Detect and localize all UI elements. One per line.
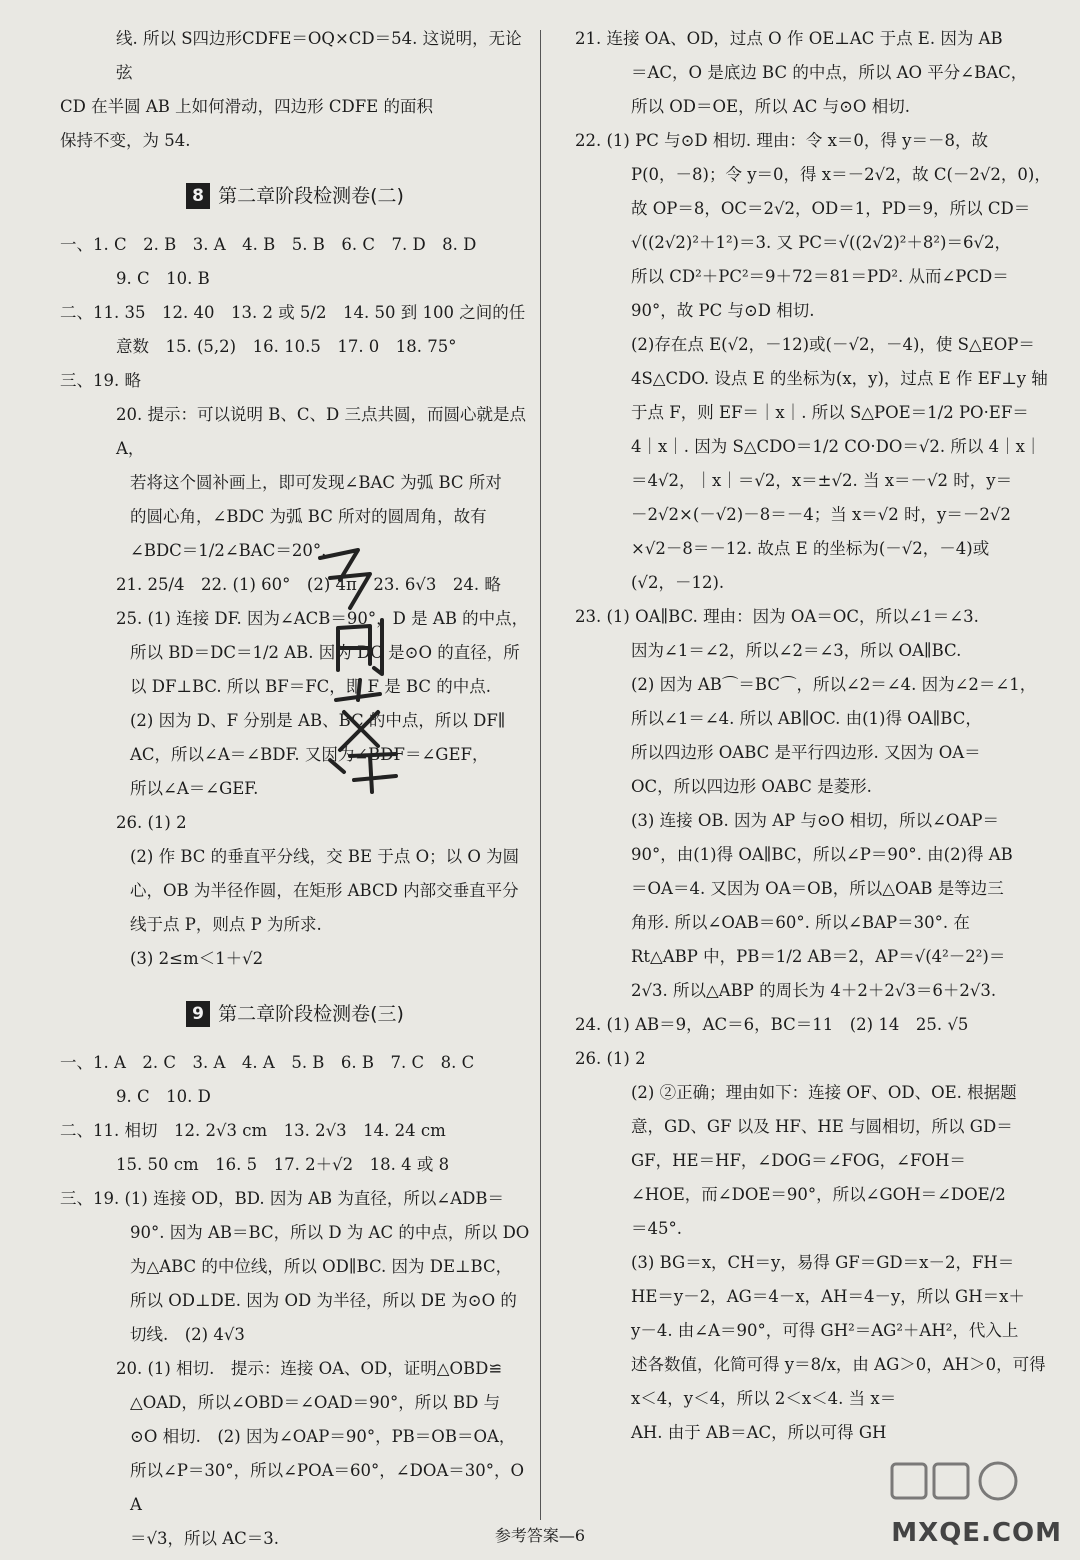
answer-line: ∠BDC＝1/2∠BAC＝20°.: [130, 541, 327, 560]
answer-line: AC，所以∠A＝∠BDF. 又因为∠BDF＝∠GEF，: [130, 745, 489, 764]
answer-line: OC，所以四边形 OABC 是菱形.: [631, 777, 872, 796]
answer-line: (3) 2≤m＜1＋√2: [130, 949, 264, 968]
answer-line: ＝√3，所以 AC＝3.: [130, 1529, 280, 1548]
handwriting-scribble: [300, 540, 420, 800]
answer-line: 线于点 P，则点 P 为所求.: [130, 915, 322, 934]
answer-line: 所以 CD²＋PC²＝9＋72＝81＝PD². 从而∠PCD＝: [631, 267, 1009, 286]
answer-line: y－4. 由∠A＝90°，可得 GH²＝AG²＋AH²，代入上: [631, 1321, 1019, 1340]
answer-line: －2√2×(－√2)－8＝－4；当 x＝√2 时，y＝－2√2: [631, 505, 1011, 524]
section-title: 第二章阶段检测卷(三): [218, 1003, 404, 1025]
answer-line: 二、11. 相切 12. 2√3 cm 13. 2√3 14. 24 cm: [60, 1121, 446, 1140]
answer-line: (√2，－12).: [631, 573, 725, 592]
answer-line: 若将这个圆补画上，即可发现∠BAC 为弧 BC 所对: [130, 473, 502, 492]
answer-line: 三、19. (1) 连接 OD，BD. 因为 AB 为直径，所以∠ADB＝: [60, 1189, 504, 1208]
answer-line: (2) 因为 D、F 分别是 AB、BC 的中点，所以 DF∥: [130, 711, 506, 730]
answer-line: ＝45°.: [631, 1219, 682, 1238]
answer-line: 所以∠1＝∠4. 所以 AB∥OC. 由(1)得 OA∥BC，: [631, 709, 982, 728]
answer-line: (3) 连接 OB. 因为 AP 与⊙O 相切，所以∠OAP＝: [631, 811, 999, 830]
answer-line: 于点 F，则 EF＝｜x｜. 所以 S△POE＝1/2 PO·EF＝: [631, 403, 1029, 422]
page-footer: 参考答案—6: [494, 1526, 586, 1545]
answer-line: 一、1. A 2. C 3. A 4. A 5. B 6. B 7. C 8. C: [60, 1053, 475, 1072]
answer-line: (2) 作 BC 的垂直平分线，交 BE 于点 O；以 O 为圆: [130, 847, 520, 866]
answer-line: x＜4，y＜4，所以 2＜x＜4. 当 x＝: [631, 1389, 897, 1408]
answer-line: 意数 15. (5,2) 16. 10.5 17. 0 18. 75°: [116, 337, 457, 356]
text-line: CD 在半圆 AB 上如何滑动，四边形 CDFE 的面积: [60, 97, 433, 116]
answer-line: ⊙O 相切. (2) 因为∠OAP＝90°，PB＝OB＝OA，: [130, 1427, 516, 1446]
answer-line: 意，GD、GF 以及 HF、HE 与圆相切，所以 GD＝: [631, 1117, 1013, 1136]
answer-line: 所以 OD＝OE，所以 AC 与⊙O 相切.: [631, 97, 910, 116]
section-heading-8: [60, 178, 530, 214]
answer-line: 21. 25/4 22. (1) 60° (2) 4π 23. 6√3 24. 略: [116, 575, 501, 594]
answer-line: 26. (1) 2: [116, 813, 187, 832]
answer-line: 2√3. 所以△ABP 的周长为 4＋2＋2√3＝6＋2√3.: [631, 981, 997, 1000]
column-divider: [540, 30, 541, 1520]
answer-line: ＝4√2，｜x｜＝√2，x＝±√2. 当 x＝－√2 时，y＝: [631, 471, 1013, 490]
answer-line: 故 OP＝8，OC＝2√2，OD＝1，PD＝9，所以 CD＝: [631, 199, 1031, 218]
section-number-badge: 9: [186, 1001, 210, 1027]
answer-line: (2)存在点 E(√2，－12)或(－√2，－4)，使 S△EOP＝: [631, 335, 1035, 354]
answer-line: 23. (1) OA∥BC. 理由：因为 OA＝OC，所以∠1＝∠3.: [575, 607, 979, 626]
right-column: [575, 22, 1053, 1450]
left-column: [60, 22, 530, 1556]
answer-line: 90°，由(1)得 OA∥BC，所以∠P＝90°. 由(2)得 AB: [631, 845, 1013, 864]
answer-line: AH. 由于 AB＝AC，所以可得 GH: [631, 1423, 887, 1442]
answer-line: 所以∠P＝30°，所以∠POA＝60°，∠DOA＝30°，OA: [130, 1461, 525, 1514]
answer-line: 4｜x｜. 因为 S△CDO＝1/2 CO·DO＝√2. 所以 4｜x｜: [631, 437, 1042, 456]
answer-line: 切线. (2) 4√3: [130, 1325, 245, 1344]
answer-line: 心，OB 为半径作圆，在矩形 ABCD 内部交垂直平分: [130, 881, 519, 900]
answer-line: 25. (1) 连接 DF. 因为∠ACB＝90°，D 是 AB 的中点，: [116, 609, 529, 628]
answer-line: 21. 连接 OA、OD，过点 O 作 OE⊥AC 于点 E. 因为 AB: [575, 29, 1003, 48]
answer-line: HE＝y－2，AG＝4－x，AH＝4－y，所以 GH＝x＋: [631, 1287, 1025, 1306]
section-title: 第二章阶段检测卷(二): [218, 185, 404, 207]
answer-line: 26. (1) 2: [575, 1049, 646, 1068]
answer-line: ＝AC，O 是底边 BC 的中点，所以 AO 平分∠BAC，: [631, 63, 1028, 82]
answer-line: 为△ABC 的中位线，所以 OD∥BC. 因为 DE⊥BC，: [130, 1257, 513, 1276]
answer-line: 9. C 10. D: [116, 1087, 211, 1106]
answer-line: 以 DF⊥BC. 所以 BF＝FC，即 F 是 BC 的中点.: [130, 677, 492, 696]
answer-line: 所以∠A＝∠GEF.: [130, 779, 259, 798]
answer-line: 的圆心角，∠BDC 为弧 BC 所对的圆周角，故有: [130, 507, 487, 526]
answer-line: 22. (1) PC 与⊙D 相切. 理由：令 x＝0，得 y＝－8，故: [575, 131, 988, 150]
answer-line: 角形. 所以∠OAB＝60°. 所以∠BAP＝30°. 在: [631, 913, 970, 932]
answer-line: 24. (1) AB＝9，AC＝6，BC＝11 (2) 14 25. √5: [575, 1015, 969, 1034]
answer-line: 90°，故 PC 与⊙D 相切.: [631, 301, 815, 320]
answer-line: 20. 提示：可以说明 B、C、D 三点共圆，而圆心就是点 A，: [116, 405, 526, 458]
section-number-badge: 8: [186, 183, 210, 209]
answer-line: (3) BG＝x，CH＝y，易得 GF＝GD＝x－2，FH＝: [631, 1253, 1015, 1272]
answer-line: 4S△CDO. 设点 E 的坐标为(x，y)，过点 E 作 EF⊥y 轴: [631, 369, 1048, 388]
answer-line: △OAD，所以∠OBD＝∠OAD＝90°，所以 BD 与: [130, 1393, 501, 1412]
answer-line: 90°. 因为 AB＝BC，所以 D 为 AC 的中点，所以 DO: [130, 1223, 530, 1242]
answer-line: (2) ②正确；理由如下：连接 OF、OD、OE. 根据题: [631, 1083, 1017, 1102]
answer-line: 二、11. 35 12. 40 13. 2 或 5/2 14. 50 到 100 之间的任: [60, 303, 526, 322]
answer-line: ∠HOE，而∠DOE＝90°，所以∠GOH＝∠DOE/2: [631, 1185, 1006, 1204]
answer-line: ×√2－8＝－12. 故点 E 的坐标为(－√2，－4)或: [631, 539, 990, 558]
text-line: 线. 所以 S四边形CDFE＝OQ×CD＝54. 这说明，无论弦: [116, 29, 522, 82]
answer-line: 一、1. C 2. B 3. A 4. B 5. B 6. C 7. D 8. D: [60, 235, 477, 254]
answer-line: √((2√2)²＋1²)＝3. 又 PC＝√((2√2)²＋8²)＝6√2，: [631, 233, 1011, 252]
answer-line: GF，HE＝HF，∠DOG＝∠FOG，∠FOH＝: [631, 1151, 966, 1170]
watermark-text: MXQE.COM: [891, 1518, 1062, 1548]
text-line: 保持不变，为 54.: [60, 131, 191, 150]
answer-line: 所以四边形 OABC 是平行四边形. 又因为 OA＝: [631, 743, 981, 762]
answer-line: 述各数值，化简可得 y＝8/x，由 AG＞0，AH＞0，可得: [631, 1355, 1046, 1374]
answer-line: 所以 OD⊥DE. 因为 OD 为半径，所以 DE 为⊙O 的: [130, 1291, 517, 1310]
answer-line: Rt△ABP 中，PB＝1/2 AB＝2，AP＝√(4²－2²)＝: [631, 947, 1006, 966]
answer-line: (2) 因为 AB⌒＝BC⌒，所以∠2＝∠4. 因为∠2＝∠1，: [631, 675, 1037, 694]
answer-line: 三、19. 略: [60, 371, 141, 390]
answer-line: 因为∠1＝∠2，所以∠2＝∠3，所以 OA∥BC.: [631, 641, 962, 660]
answer-line: 所以 BD＝DC＝1/2 AB. 因为 DC 是⊙O 的直径，所: [130, 643, 520, 662]
section-heading-9: [60, 996, 530, 1032]
answer-line: 9. C 10. B: [116, 269, 210, 288]
answer-line: 20. (1) 相切. 提示：连接 OA、OD，证明△OBD≌: [116, 1359, 503, 1378]
answer-line: ＝OA＝4. 又因为 OA＝OB，所以△OAB 是等边三: [631, 879, 1004, 898]
answer-line: P(0，－8)；令 y＝0，得 x＝－2√2，故 C(－2√2，0)，: [631, 165, 1051, 184]
answer-line: 15. 50 cm 16. 5 17. 2＋√2 18. 4 或 8: [116, 1155, 450, 1174]
